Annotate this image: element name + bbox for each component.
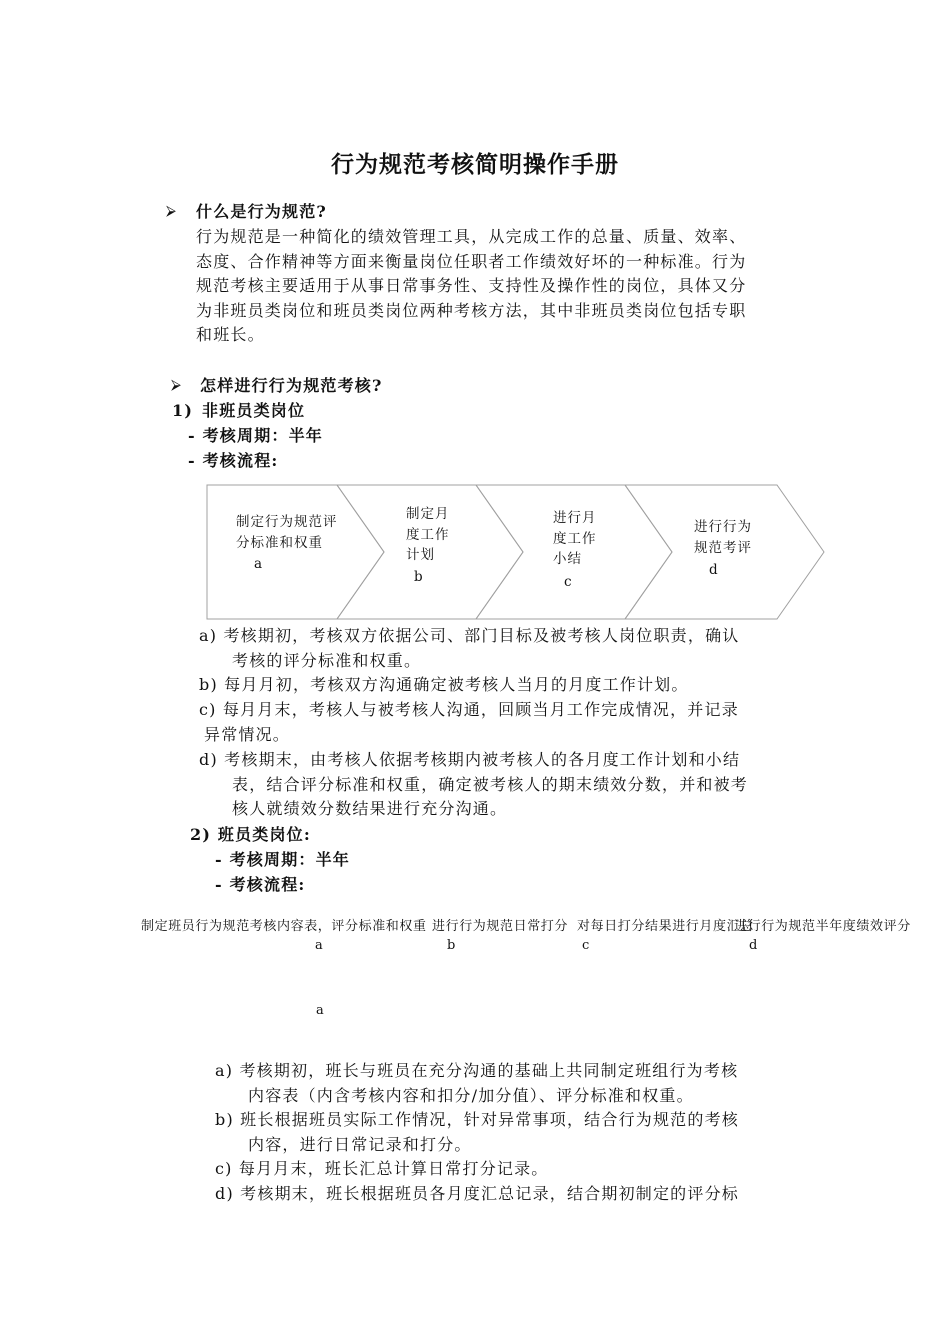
- sub1-item-b: b) 每月月初，考核双方沟通确定被考核人当月的月度工作计划。: [199, 675, 689, 694]
- sub2-flow: - 考核流程:: [215, 875, 306, 894]
- sub2-item-a: a) 考核期初，班长与班员在充分沟通的基础上共同制定班组行为考核 内容表（内含考核内容和扣分/加分值）、评分标准和权重。: [215, 1061, 739, 1105]
- chevron-label-b: 制定月 度工作 计划: [406, 506, 450, 563]
- paragraph-line: 行为规范是一种简化的绩效管理工具，从完成工作的总量、质量、效率、: [196, 227, 747, 246]
- section1-heading: 什么是行为规范?: [196, 202, 327, 221]
- chevron-letter-b: b: [414, 569, 424, 585]
- paragraph-line: 规范考核主要适用于从事日常事务性、支持性及操作性的岗位，具体又分: [196, 276, 747, 295]
- sub1-item-d: d) 考核期末，由考核人依据考核期内被考核人的各月度工作计划和小结 表，结合评分标准和权重，确定被考核人的期末绩效分数，并和被考 核人就绩效分数结果进行充分沟通。: [199, 750, 749, 818]
- chevron-label-a: 制定行为规范评 分标准和权重: [236, 514, 338, 551]
- chevron-letter-a: a: [254, 556, 264, 572]
- arrowhead-bullet-icon: ⮚: [166, 203, 176, 219]
- sub2-flow-step-c: 对每日打分结果进行月度汇总: [577, 919, 754, 934]
- sub2-letter-d: d: [749, 938, 758, 953]
- sub1-item-c: c) 每月月末，考核人与被考核人沟通，回顾当月工作完成情况，并记录 异常情况。: [199, 700, 739, 744]
- sub2-letter-a: a: [315, 938, 324, 953]
- sub2-stray-letter: a: [316, 1003, 325, 1018]
- sub2-item-d: d) 考核期末，班长根据班员各月度汇总记录，结合期初制定的评分标: [215, 1184, 739, 1203]
- chevron-letter-c: c: [564, 574, 573, 590]
- sub2-cycle: - 考核周期：半年: [215, 850, 351, 869]
- sub2-title: 2) 班员类岗位:: [190, 825, 311, 844]
- chevron-label-d: 进行行为 规范考评: [694, 519, 752, 556]
- sub1-cycle: - 考核周期：半年: [188, 426, 324, 445]
- sub2-flow-step-b: 进行行为规范日常打分: [432, 919, 569, 934]
- sub2-flow-step-a: 制定班员行为规范考核内容表，评分标准和权重: [141, 919, 427, 934]
- sub2-item-b: b) 班长根据班员实际工作情况，针对异常事项，结合行为规范的考核 内容，进行日常记录和打分。: [215, 1110, 739, 1154]
- sub2-letter-c: c: [582, 938, 590, 953]
- sub2-letter-b: b: [447, 938, 456, 953]
- sub1-item-a: a) 考核期初，考核双方依据公司、部门目标及被考核人岗位职责，确认 考核的评分标准和权重。: [199, 626, 740, 670]
- sub1-flow: - 考核流程:: [188, 451, 279, 470]
- chevron-letter-d: d: [709, 562, 719, 578]
- arrowhead-bullet-icon: ⮚: [171, 377, 181, 393]
- sub1-number: 1): [172, 401, 194, 420]
- paragraph-line: 态度、合作精神等方面来衡量岗位任职者工作绩效好坏的一种标准。行为: [196, 251, 747, 271]
- page-title: 行为规范考核简明操作手册: [331, 151, 619, 178]
- paragraph-line: 和班长。: [196, 325, 265, 344]
- chevron-label-c: 进行月 度工作 小结: [553, 510, 597, 567]
- section2-heading: 怎样进行行为规范考核?: [200, 376, 383, 395]
- sub2-flow-step-d: 进行行为规范半年度绩效评分: [734, 919, 911, 934]
- sub1-title: 非班员类岗位: [202, 401, 306, 420]
- sub2-item-c: c) 每月月末，班长汇总计算日常打分记录。: [215, 1159, 549, 1178]
- paragraph-line: 为非班员类岗位和班员类岗位两种考核方法，其中非班员类岗位包括专职: [196, 300, 747, 320]
